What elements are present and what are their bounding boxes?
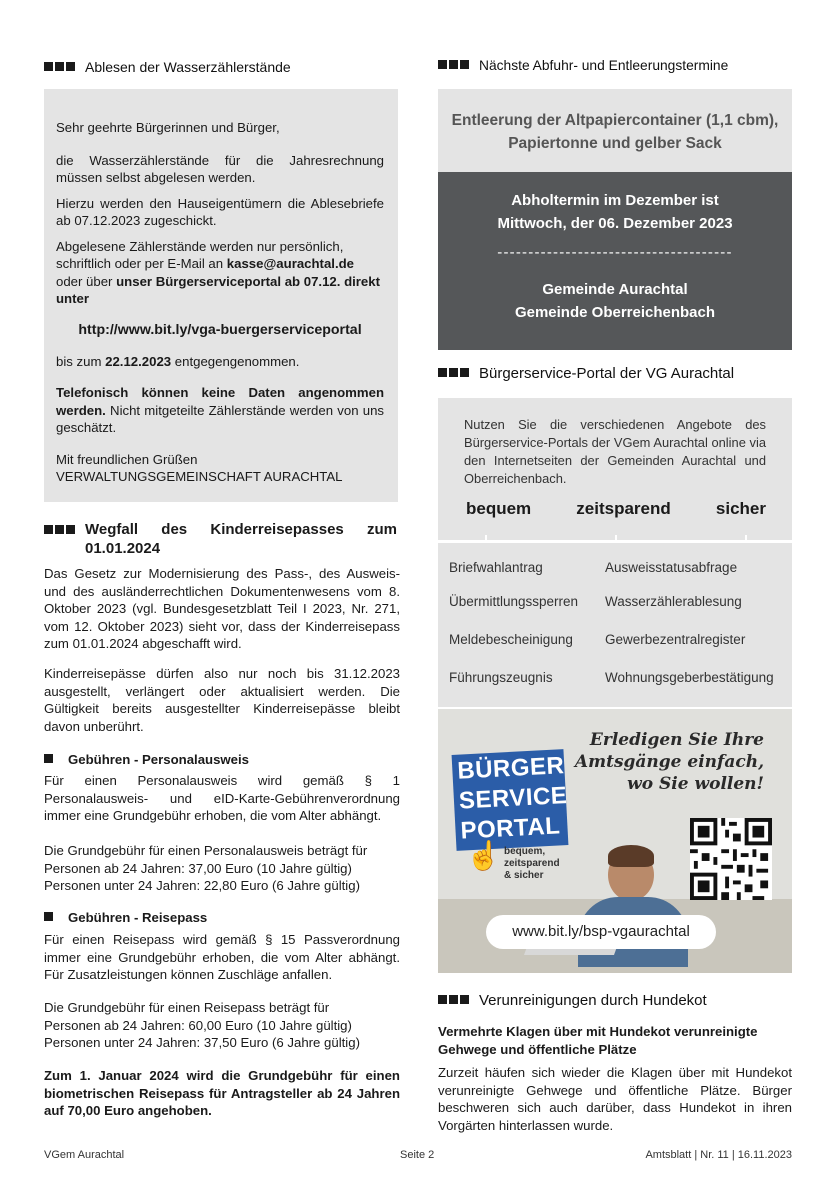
hundekot-p1: Zurzeit häufen sich wieder die Klagen über mit Hundekot verunreinigte Gehwege und öffentliche Plätze. Bürger beschweren sich auch darüber, dass Hundekot in ihren Vorgärten hinterlassen wurde. (438, 1065, 792, 1133)
water-p5: Telefonisch können keine Daten angenommen werden. Nicht mitgeteilte Zählerstände werden von uns geschätzt. (56, 385, 384, 435)
kinder-p7: Zum 1. Januar 2024 wird die Grundgebühr für einen biometrischen Reisepass für Antragsteller ab 24 Jahren auf 70,00 Euro angehoben. (44, 1068, 400, 1118)
hundekot-heading: Verunreinigungen durch Hundekot (438, 992, 707, 1010)
abfuhr-heading: Nächste Abfuhr- und Entleerungstermine (438, 57, 728, 75)
water-p4: bis zum 22.12.2023 entgegengenommen. (56, 353, 300, 369)
service-item[interactable]: Gewerbezentralregister (605, 632, 746, 647)
hundekot-subheading: Vermehrte Klagen über mit Hundekot verunreinigte Gehwege und öffentliche Plätze (438, 1024, 758, 1057)
water-box (44, 89, 398, 502)
kinder-p5: Für einen Reisepass wird gemäß § 15 Passverordnung immer eine Grundgebühr erhoben, die vom Alter abhängt. Für Zusatzleistungen können Zuschläge anfallen. (44, 932, 400, 982)
portal-services-box (438, 543, 792, 707)
advert-slogan: Erledigen Sie Ihre Amtsgänge einfach, wo Sie wollen! (574, 730, 764, 794)
service-item[interactable]: Meldebescheinigung (449, 632, 573, 647)
service-item[interactable]: Ausweisstatusabfrage (605, 560, 738, 575)
water-closing2: VERWALTUNGSGEMEINSCHAFT AURACHTAL (56, 469, 343, 484)
service-row (449, 560, 792, 594)
kinder-heading: Wegfall des Kinderreisepasses zum 01.01.2024 (44, 520, 400, 558)
abfuhr-date-box: Abholtermin im Dezember ist Mittwoch, der 06. Dezember 2023 -------------------------------------- Gemeinde Aurachtal Gemeinde Oberreichenbach (438, 172, 792, 350)
abfuhr-title-box: Entleerung der Altpapiercontainer (1,1 cbm), Papiertonne und gelber Sack (438, 89, 792, 172)
service-row (449, 632, 792, 670)
bsp-logo: BÜRGER SERVICE PORTAL (452, 749, 569, 851)
heading-squares-icon (438, 365, 471, 383)
sub-personalausweis: Gebühren - Personalausweis (44, 752, 249, 767)
kinder-p2: Kinderreisepässe dürfen also nur noch bis 31.12.2023 ausgestellt, verlängert oder aktualisiert werden. Die Gültigkeit bereits ausgestellter Kinderreisepässe bleibt davon unberührt. (44, 666, 400, 734)
footer-right: Amtsblatt | Nr. 11 | 16.11.2023 (645, 1149, 792, 1161)
service-item[interactable]: Wohnungsgeberbestätigung (605, 670, 774, 685)
service-item[interactable]: Wasserzählerablesung (605, 594, 742, 609)
footer-page-number: Seite 2 (400, 1149, 435, 1161)
water-p3: Abgelesene Zählerstände werden nur persönlich, schriftlich oder per E-Mail an kasse@aurachtal.de oder über unser Bürgerserviceportal ab 07.12. direkt unter (56, 238, 380, 306)
bullet-square-icon (44, 754, 53, 763)
kinder-p1: Das Gesetz zur Modernisierung des Pass-, des Ausweis- und des ausländerrechtlichen Dokumentenwesens vom 8. Oktober 2023 (vgl. Bundesgesetzblatt Teil I 2023, Nr. 271, vom 12. Oktober 2023) sieht vor, dass der Kinderreisepass zum 01.01.2024 abgeschafft wird. (44, 566, 400, 651)
kinder-p4: Die Grundgebühr für einen Personalausweis beträgt für Personen ab 24 Jahren: 37,00 Euro (10 Jahre gültig) Personen unter 24 Jahren: 22,80 Euro (6 Jahre gültig) (44, 843, 368, 893)
heading-squares-icon (438, 992, 471, 1010)
service-item[interactable]: Briefwahlantrag (449, 560, 543, 575)
advert-url-bar[interactable]: www.bit.ly/bsp-vgaurachtal (486, 915, 716, 949)
hand-cursor-icon: ☝ (466, 840, 501, 871)
portal-advert (438, 709, 792, 973)
sub-reisepass: Gebühren - Reisepass (44, 910, 207, 925)
water-greeting: Sehr geehrte Bürgerinnen und Bürger, (56, 120, 280, 135)
service-item[interactable]: Übermittlungssperren (449, 594, 579, 609)
portal-keywords: bequem zeitsparend sicher (466, 499, 766, 518)
portal-intro-box: Nutzen Sie die verschiedenen Angebote des Bürgerservice-Portals der VGem Aurachtal online via den Internetseiten der Gemeinden Aurachtal und Oberreichenbach. bequem zeitsparend sicher (438, 398, 792, 541)
portal-heading: Bürgerservice-Portal der VG Aurachtal (438, 365, 792, 383)
water-heading: Ablesen der Wasserzählerstände (44, 59, 400, 77)
bullet-square-icon (44, 912, 53, 921)
email-link[interactable]: kasse@aurachtal.de (226, 256, 355, 271)
service-row (449, 670, 792, 685)
water-p2: Hierzu werden den Hauseigentümern die Ablesebriefe ab 07.12.2023 zugeschickt. (56, 195, 384, 228)
service-row (449, 594, 792, 632)
water-closing1: Mit freundlichen Grüßen (56, 451, 198, 467)
heading-squares-icon (438, 57, 471, 75)
heading-squares-icon (44, 520, 77, 558)
bsp-logo-tagline: bequem, zeitsparend & sicher (504, 846, 560, 881)
service-item[interactable]: Führungszeugnis (449, 670, 553, 685)
water-p1: die Wasserzählerstände für die Jahresrechnung müssen selbst abgelesen werden. (56, 152, 384, 185)
qr-code-icon[interactable] (690, 818, 772, 900)
footer-left: VGem Aurachtal (44, 1149, 125, 1161)
portal-url[interactable]: http://www.bit.ly/vga-buergerserviceportal (78, 321, 362, 338)
kinder-p6: Die Grundgebühr für einen Reisepass beträgt für Personen ab 24 Jahren: 60,00 Euro (10 Jahre gültig) Personen unter 24 Jahren: 37,50 Euro (6 Jahre gültig) (44, 1000, 360, 1050)
heading-squares-icon (44, 59, 77, 77)
kinder-p3: Für einen Personalausweis wird gemäß § 1 Personalausweis- und eID-Karte-Gebührenverordnung immer eine Grundgebühr erhoben, die vom Alter abhängt. (44, 773, 400, 823)
dashed-divider: -------------------------------------- (497, 244, 733, 261)
